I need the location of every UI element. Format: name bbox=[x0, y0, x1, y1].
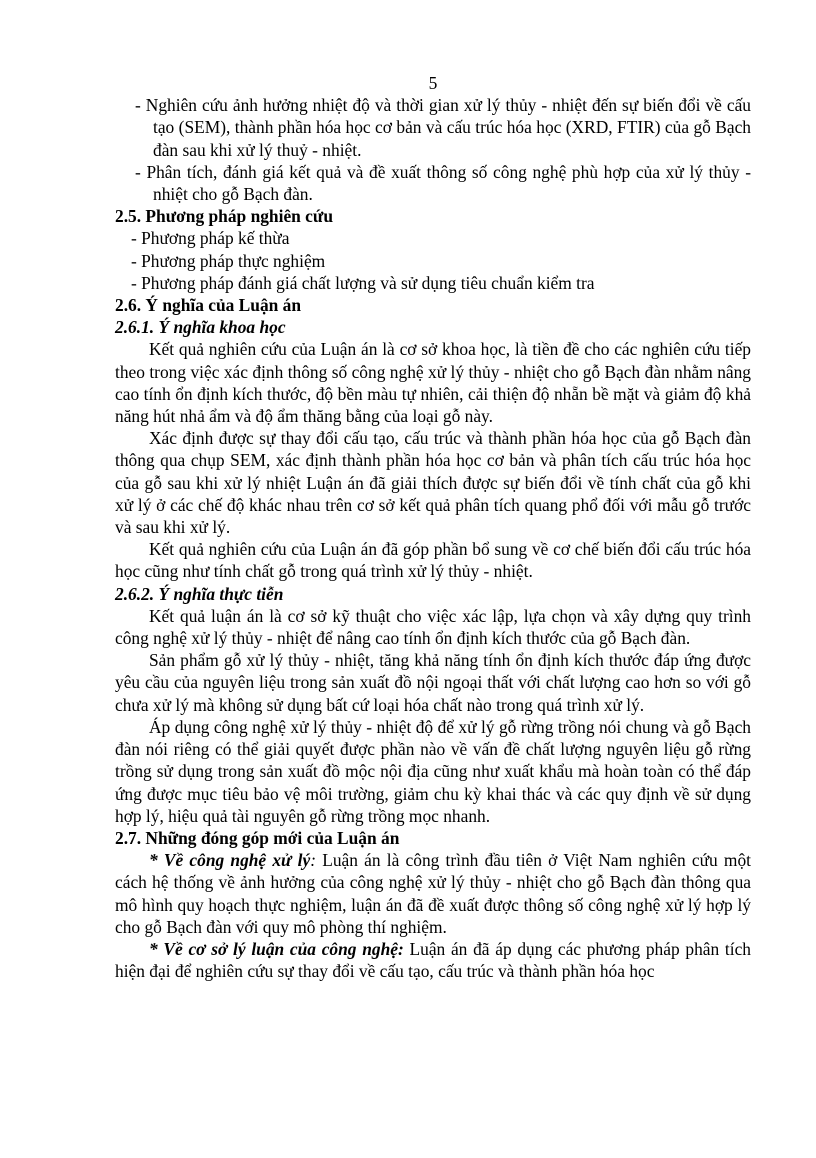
method-item: - Phương pháp đánh giá chất lượng và sử dụng tiêu chuẩn kiểm tra bbox=[131, 272, 595, 293]
paragraph-label: * Về cơ sở lý luận của công nghệ: bbox=[149, 938, 404, 959]
paragraph-text: Luận án là công trình đầu tiên ở Việt Nam nghiên cứu một cách hệ thống về ảnh hưởng của công nghệ xử lý thủy - nhiệt cho gỗ Bạch đàn thông qua mô hình quy hoạch thực nghiệm, luận án đã đề xuất được thông số công nghệ xử lý hợp lý cho gỗ Bạch đàn với quy mô phòng thí nghiệm. bbox=[115, 850, 751, 937]
subsection-heading: 2.6.2. Ý nghĩa thực tiễn bbox=[115, 583, 284, 604]
objective-item: - Nghiên cứu ảnh hưởng nhiệt độ và thời gian xử lý thủy - nhiệt đến sự biến đổi về cấu tạo (SEM), thành phần hóa học cơ bản và cấu trúc hóa học (XRD, FTIR) của gỗ Bạch đàn sau khi xử lý thuỷ - nhiệt. bbox=[135, 95, 751, 160]
paragraph-label: * Về công nghệ xử lý bbox=[149, 850, 311, 871]
paragraph: Kết quả luận án là cơ sở kỹ thuật cho việc xác lập, lựa chọn và xây dựng quy trình công nghệ xử lý thủy - nhiệt để nâng cao tính ổn định kích thước của gỗ Bạch đàn. bbox=[115, 605, 751, 649]
paragraph: Áp dụng công nghệ xử lý thủy - nhiệt độ để xử lý gỗ rừng trồng nói chung và gỗ Bạch đàn nói riêng có thể giải quyết được phần nào về vấn đề chất lượng nguyên liệu gỗ rừng trồng sử dụng trong sản xuất đồ mộc nội địa cũng như xuất khẩu mà hoàn toàn có thể đáp ứng được mục tiêu bảo vệ môi trường, giảm chu kỳ khai thác và các quy định về sử dụng hợp lý, hiệu quả tài nguyên gỗ rừng trồng mọc nhanh. bbox=[115, 716, 751, 826]
section-heading: 2.7. Những đóng góp mới của Luận án bbox=[115, 827, 400, 848]
method-item: - Phương pháp kế thừa bbox=[131, 228, 290, 249]
paragraph: Xác định được sự thay đổi cấu tạo, cấu trúc và thành phần hóa học của gỗ Bạch đàn thông qua chụp SEM, xác định thành phần hóa học cơ bản và phân tích cấu trúc hóa học của gỗ sau khi xử lý nhiệt Luận án đã giải thích được sự biến đổi về tính chất của gỗ khi xử lý ở các chế độ khác nhau trên cơ sở kết quả phân tích quang phổ đối với mẫu gỗ trước và sau khi xử lý. bbox=[115, 428, 751, 538]
section-heading: 2.6. Ý nghĩa của Luận án bbox=[115, 295, 302, 316]
method-item: - Phương pháp thực nghiệm bbox=[131, 250, 326, 271]
paragraph: Sản phẩm gỗ xử lý thủy - nhiệt, tăng khả năng tính ổn định kích thước đáp ứng được yêu cầu của nguyên liệu trong sản xuất đồ nội ngoại thất với chất lượng cao hơn so với gỗ chưa xử lý mà không sử dụng bất cứ loại hóa chất nào trong quá trình xử lý. bbox=[115, 650, 751, 715]
paragraph bbox=[115, 849, 751, 938]
paragraph bbox=[115, 938, 751, 982]
objective-item: - Phân tích, đánh giá kết quả và đề xuất thông số công nghệ phù hợp của xử lý thủy - nhiệt cho gỗ Bạch đàn. bbox=[135, 161, 751, 205]
section-heading: 2.5. Phương pháp nghiên cứu bbox=[115, 206, 334, 227]
page-number: 5 bbox=[428, 73, 438, 93]
subsection-heading: 2.6.1. Ý nghĩa khoa học bbox=[115, 317, 286, 338]
document-page bbox=[115, 72, 751, 982]
paragraph: Kết quả nghiên cứu của Luận án đã góp phần bổ sung về cơ chế biến đổi cấu trúc hóa học cũng như tính chất gỗ trong quá trình xử lý thủy - nhiệt. bbox=[115, 539, 751, 582]
paragraph: Kết quả nghiên cứu của Luận án là cơ sở khoa học, là tiền đề cho các nghiên cứu tiếp theo trong việc xác định thông số công nghệ xử lý thủy - nhiệt cho gỗ Bạch đàn nhằm nâng cao tính ổn định kích thước, độ bền màu tự nhiên, cải thiện độ nhẵn bề mặt và giảm độ khả năng hút nhả ẩm và độ ẩm thăng bằng của loại gỗ này. bbox=[115, 339, 751, 427]
paragraph-text: Luận án đã áp dụng các phương pháp phân tích hiện đại để nghiên cứu sự thay đổi về cấu tạo, cấu trúc và thành phần hóa học bbox=[115, 938, 751, 982]
paragraph-colon: : bbox=[310, 850, 317, 871]
